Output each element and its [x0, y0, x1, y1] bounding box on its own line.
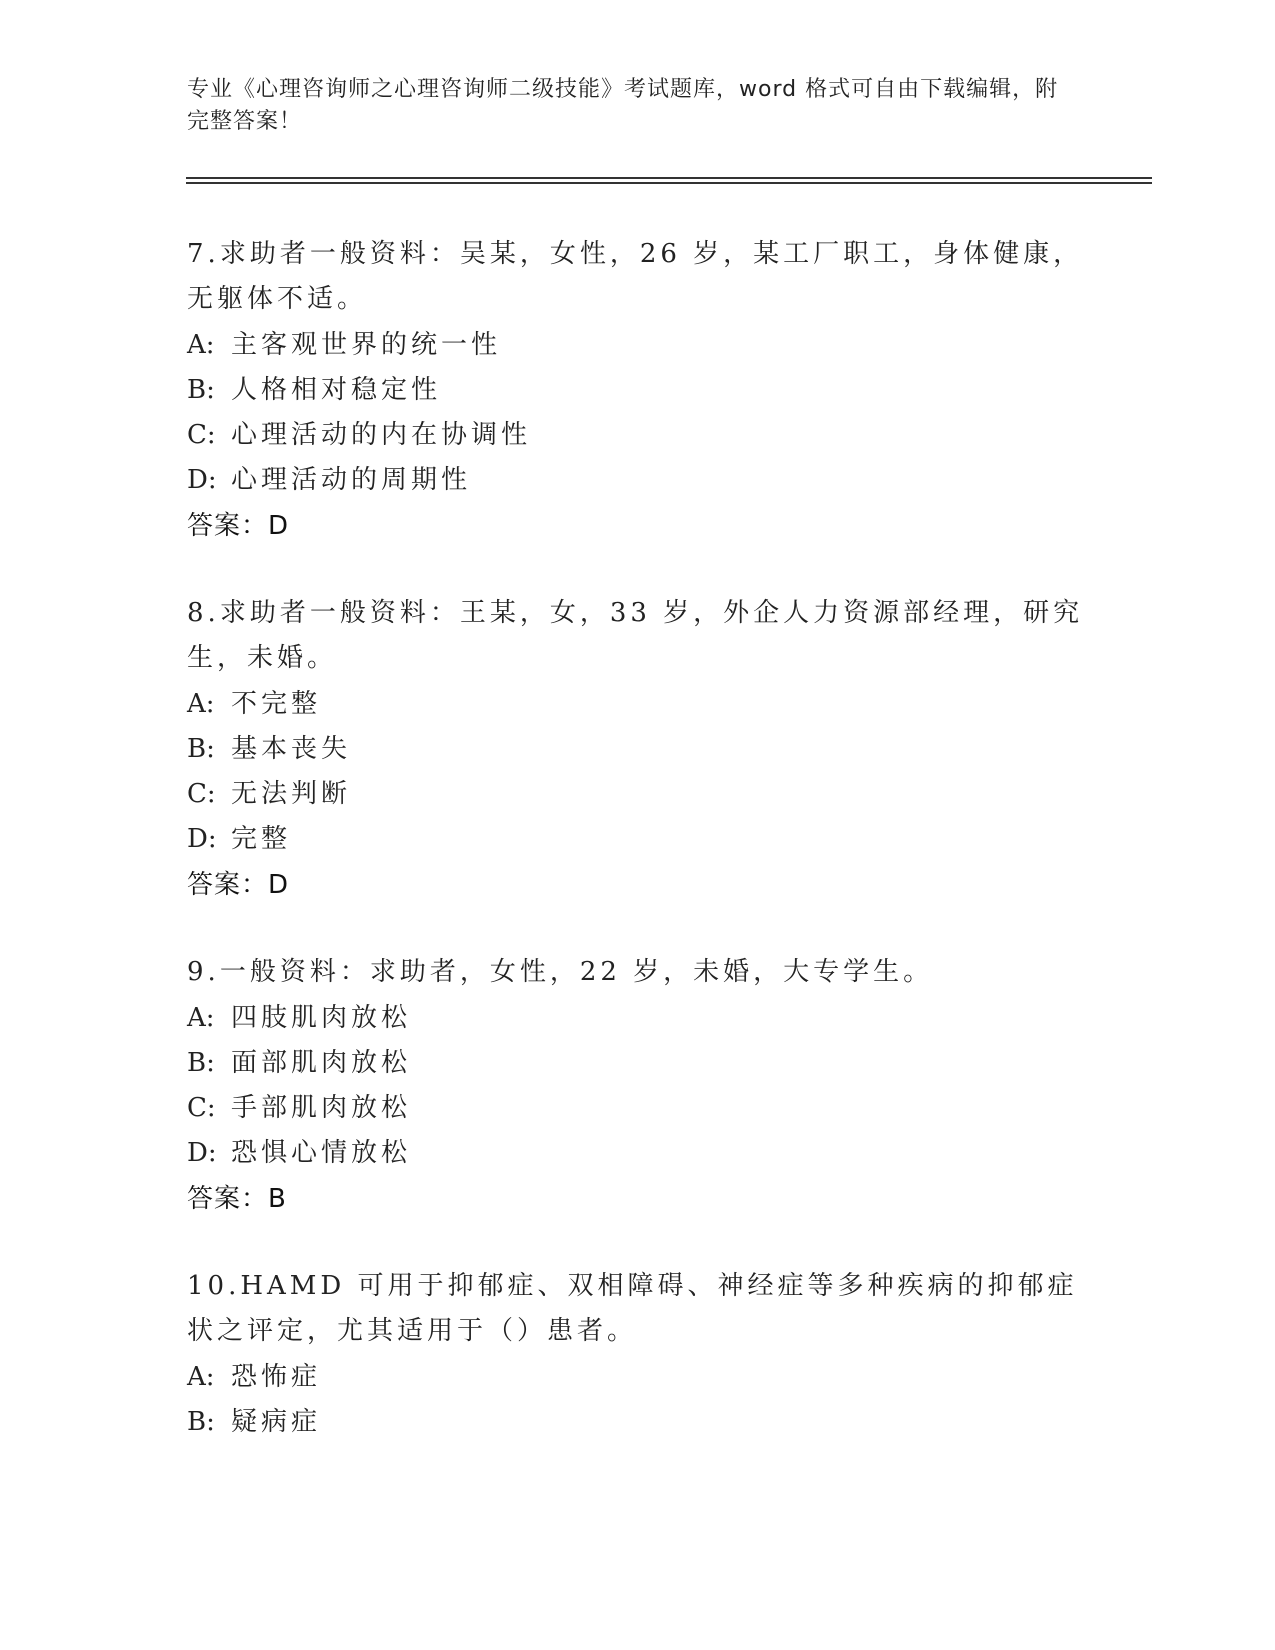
option-text: 基本丧失	[231, 734, 352, 764]
option-label: A:	[187, 689, 215, 719]
answer: 答案：D	[187, 870, 290, 900]
option-a	[187, 996, 1087, 1041]
option-text: 无法判断	[231, 779, 352, 809]
option-b	[187, 1400, 1087, 1445]
option-label: A:	[187, 1362, 215, 1392]
option-c	[187, 1086, 1087, 1131]
option-b	[187, 727, 1087, 772]
option-a	[187, 323, 1087, 368]
question-number: 7.	[187, 239, 220, 269]
option-label: A:	[187, 330, 215, 360]
option-c	[187, 413, 1087, 458]
option-text: 心理活动的内在协调性	[231, 420, 532, 450]
option-text: 不完整	[231, 689, 322, 719]
question-text: 一般资料：求助者，女性，22 岁，未婚，大专学生。	[219, 957, 934, 987]
option-label: C:	[187, 420, 216, 450]
question-list	[187, 232, 1087, 1487]
option-text: 心理活动的周期性	[231, 465, 472, 495]
header-divider-top	[186, 177, 1152, 179]
answer: 答案：D	[187, 511, 290, 541]
option-b	[187, 368, 1087, 413]
question-7	[187, 232, 1087, 549]
question-8	[187, 591, 1087, 908]
option-label: D:	[187, 1138, 217, 1168]
option-label: D:	[187, 824, 217, 854]
question-number: 9.	[187, 957, 220, 987]
option-text: 四肢肌肉放松	[231, 1003, 412, 1033]
option-a	[187, 682, 1087, 727]
option-text: 恐惧心情放松	[231, 1138, 412, 1168]
option-label: C:	[187, 779, 216, 809]
question-number: 10.	[187, 1271, 241, 1301]
option-label: A:	[187, 1003, 215, 1033]
option-text: 疑病症	[231, 1407, 322, 1437]
option-label: B:	[187, 1407, 215, 1437]
option-a	[187, 1355, 1087, 1400]
question-9	[187, 950, 1087, 1222]
question-stem	[187, 232, 1087, 322]
option-text: 面部肌肉放松	[231, 1048, 412, 1078]
option-c	[187, 772, 1087, 817]
header-divider-bottom	[186, 182, 1152, 184]
option-d	[187, 1131, 1087, 1176]
option-text: 人格相对稳定性	[231, 375, 442, 405]
option-d	[187, 458, 1087, 503]
option-text: 主客观世界的统一性	[231, 330, 502, 360]
question-stem	[187, 1264, 1087, 1354]
document-header: 专业《心理咨询师之心理咨询师二级技能》考试题库，word 格式可自由下载编辑，附完整答案！	[187, 77, 1059, 134]
option-text: 手部肌肉放松	[231, 1093, 412, 1123]
option-text: 恐怖症	[231, 1362, 322, 1392]
question-10	[187, 1264, 1087, 1445]
question-text: 求助者一般资料：王某，女，33 岁，外企人力资源部经理，研究生，未婚。	[187, 598, 1084, 673]
option-d	[187, 817, 1087, 862]
option-label: D:	[187, 465, 217, 495]
question-text: 求助者一般资料：吴某，女性，26 岁，某工厂职工，身体健康，无躯体不适。	[187, 239, 1084, 314]
question-stem	[187, 950, 1087, 995]
option-b	[187, 1041, 1087, 1086]
option-label: B:	[187, 1048, 215, 1078]
option-text: 完整	[231, 824, 292, 854]
question-number: 8.	[187, 598, 220, 628]
option-label: B:	[187, 734, 215, 764]
answer: 答案：B	[187, 1184, 287, 1214]
option-label: B:	[187, 375, 215, 405]
question-stem	[187, 591, 1087, 681]
option-label: C:	[187, 1093, 216, 1123]
question-text: HAMD 可用于抑郁症、双相障碍、神经症等多种疾病的抑郁症状之评定，尤其适用于（）患者。	[187, 1271, 1078, 1346]
